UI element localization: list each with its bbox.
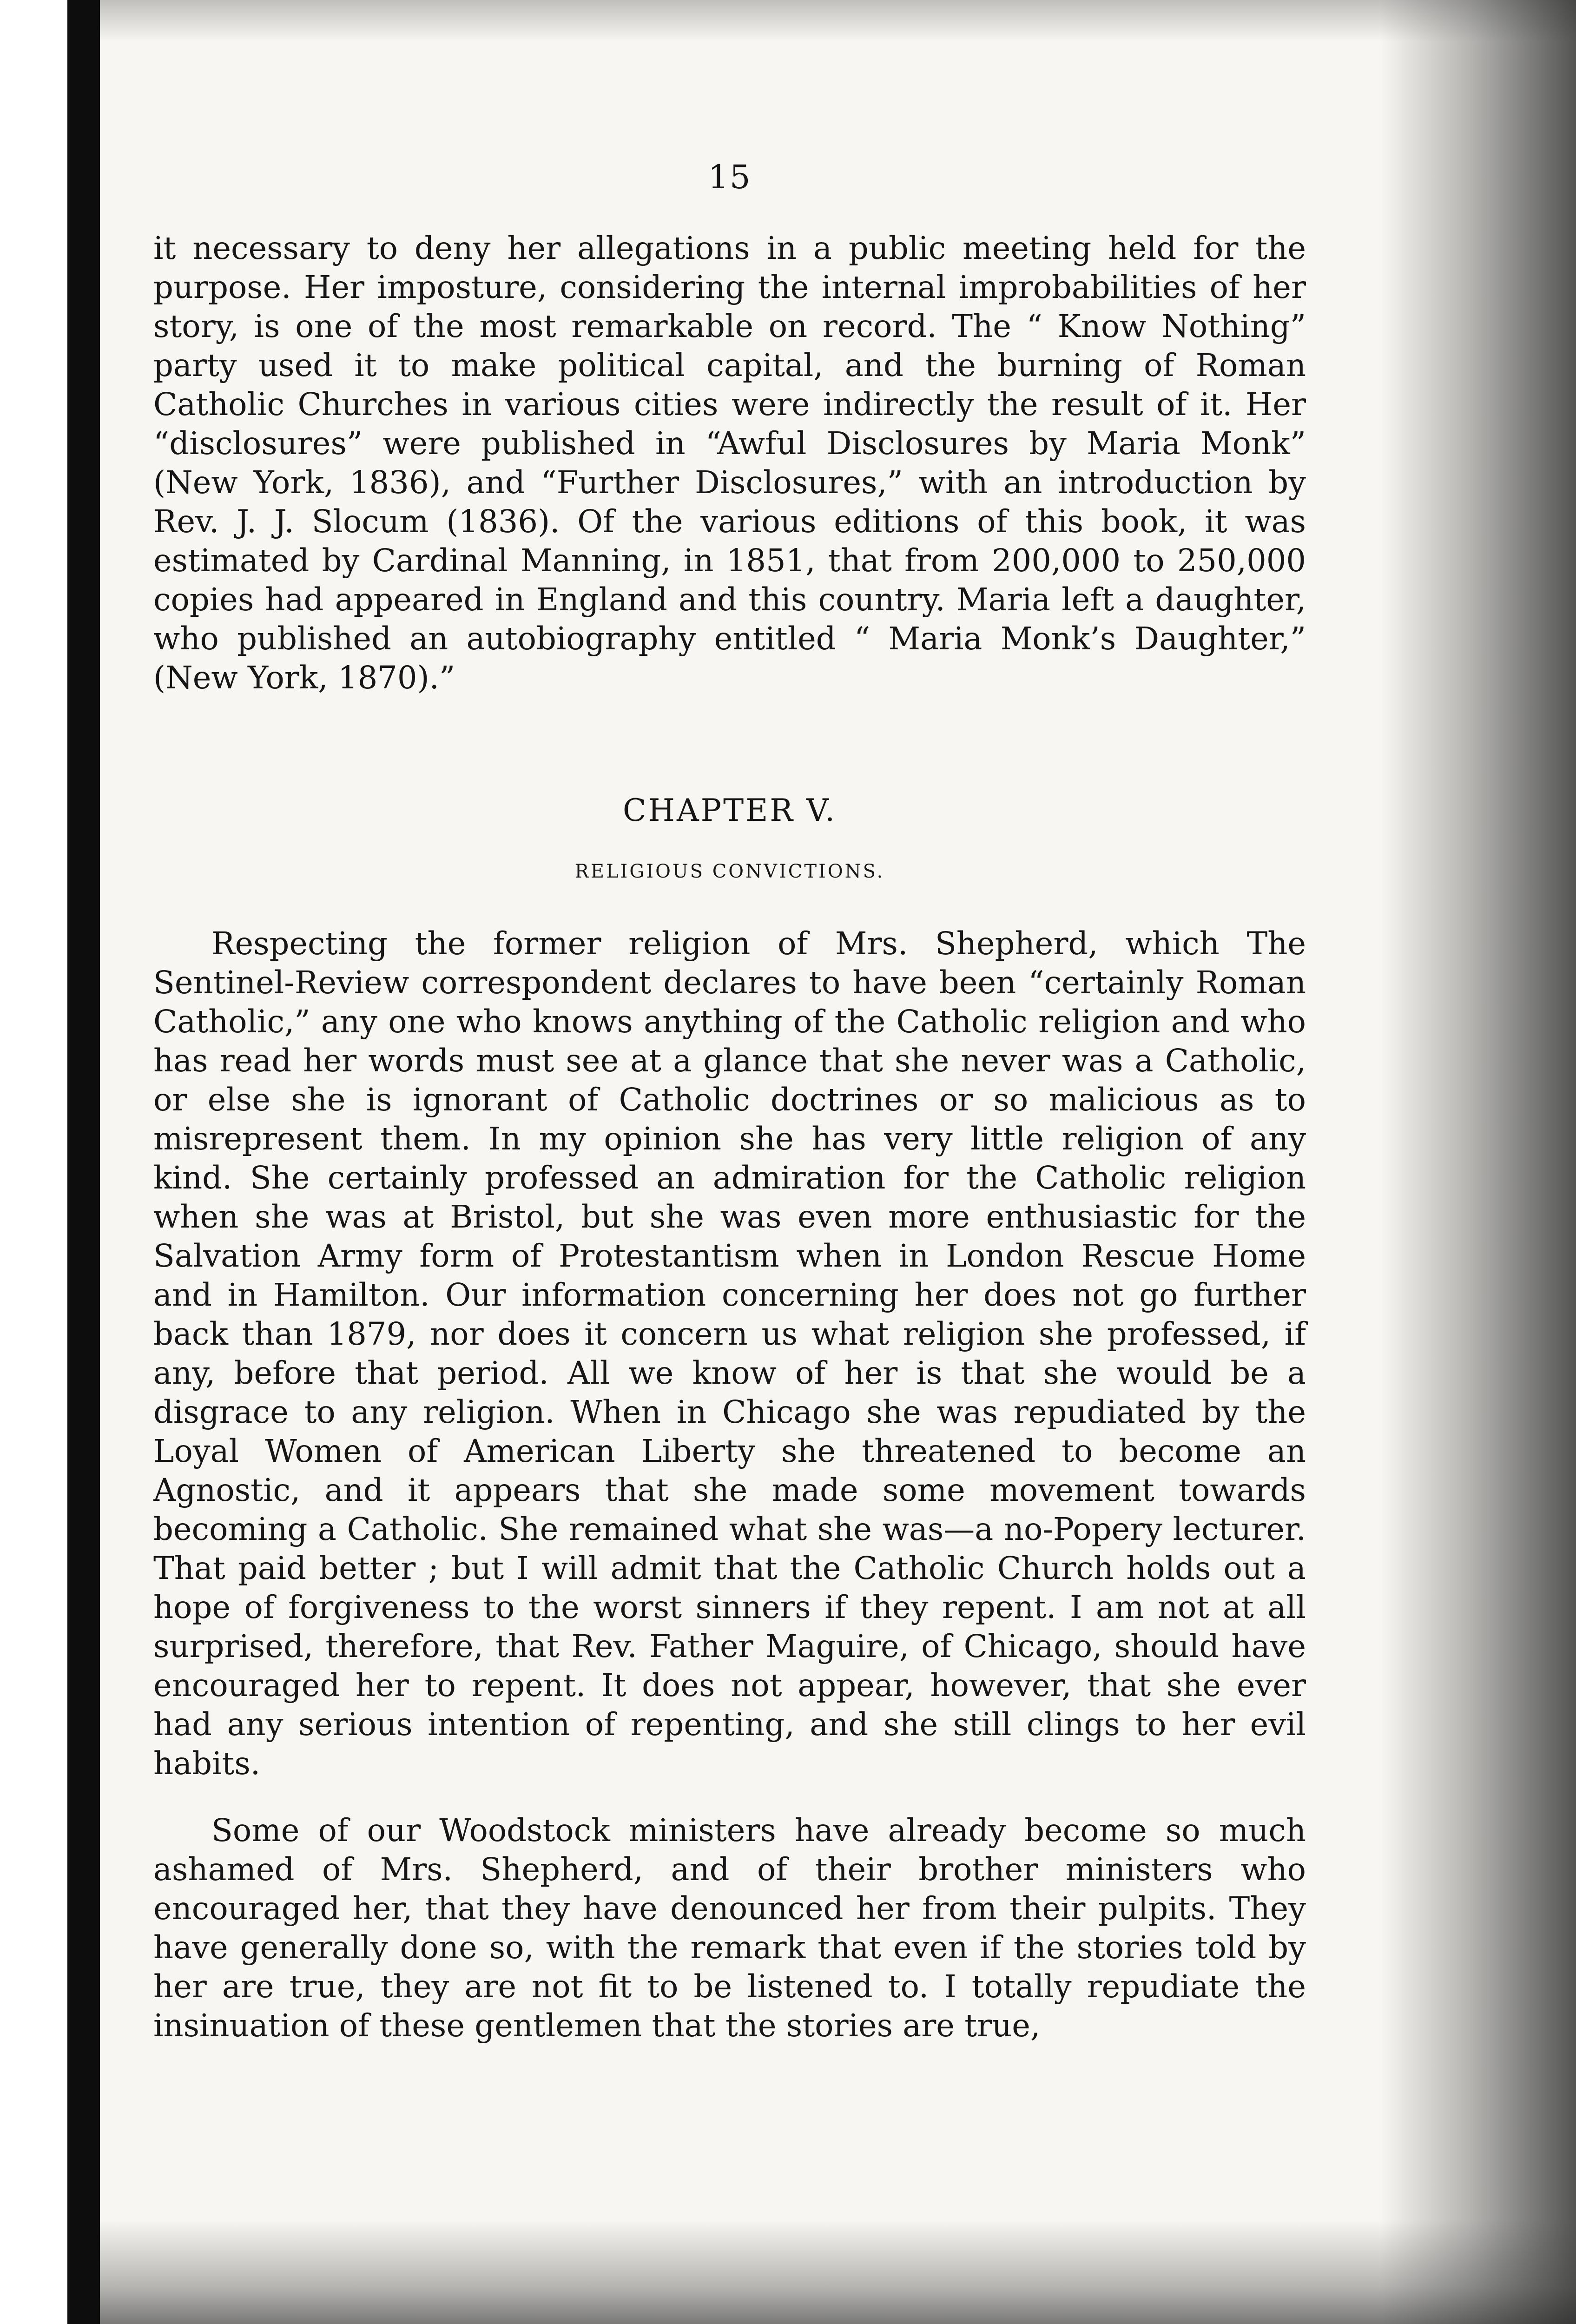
book-binding-edge [67,0,100,2324]
chapter-subtitle: RELIGIOUS CONVICTIONS. [574,861,885,882]
continued-paragraph: it necessary to deny her allegations in a public meeting held for the purpose. Her imposture, considering the internal improbabilities of her story, is one of the most remarkable on record. The “ Know Nothing” party used it to make political capital, and the burning of Roman Catholic Churches in various cities were indirectly the result of it. Her “disclosures” were published in “Awful Disclosures by Maria Monk” (New York, 1836), and “Further Disclosures,” with an introduction by Rev. J. J. Slocum (1836). Of the various editions of this book, it was estimated by Cardinal Manning, in 1851, that from 200,000 to 250,000 copies had appeared in England and this country. Maria left a daughter, who published an autobiography entitled “ Maria Monk’s Daughter,” (New York, 1870).” [153,230,1306,696]
body-paragraph: Respecting the former religion of Mrs. Shepherd, which The Sentinel-Review correspondent declares to have been “certainly Roman Catholic,” any one who knows anything of the Catholic religion and who has read her words must see at a glance that she never was a Catholic, or else she is ignorant of Catholic doctrines or so malicious as to misrepresent them. In my opinion she has very little religion of any kind. She certainly professed an admiration for the Catholic religion when she was at Bristol, but she was even more enthusiastic for the Salvation Army form of Protestantism when in London Rescue Home and in Hamilton. Our information concerning her does not go further back than 1879, nor does it concern us what religion she professed, if any, before that period. All we know of her is that she would be a disgrace to any religion. When in Chicago she was repudiated by the Loyal Women of American Liberty she threatened to become an Agnostic, and it appears that she made some movement towards becoming a Catholic. She remained what she was—a no-Popery lecturer. That paid better ; but I will admit that the Catholic Church holds out a hope of forgiveness to the worst sinners if they repent. I am not at all surprised, therefore, that Rev. Father Maguire, of Chicago, should have encouraged her to repent. It does not appear, however, that she ever had any serious intention of repenting, and she still clings to her evil habits. [153,925,1306,1782]
scan-shadow-right [1381,0,1576,2324]
scan-shadow-top [100,0,1576,42]
chapter-title: CHAPTER V. [622,792,837,828]
page-number: 15 [708,158,752,196]
page-margin [0,0,67,2324]
scan-shadow-bottom [100,2220,1576,2324]
page-text [153,158,1306,2045]
body-paragraph: Some of our Woodstock ministers have already become so much ashamed of Mrs. Shepherd, and of their brother ministers who encouraged her, that they have denounced her from their pulpits. They have generally done so, with the remark that even if the stories told by her are true, they are not fit to be listened to. I totally repudiate the insinuation of these gentlemen that the stories are true, [153,1812,1306,2044]
